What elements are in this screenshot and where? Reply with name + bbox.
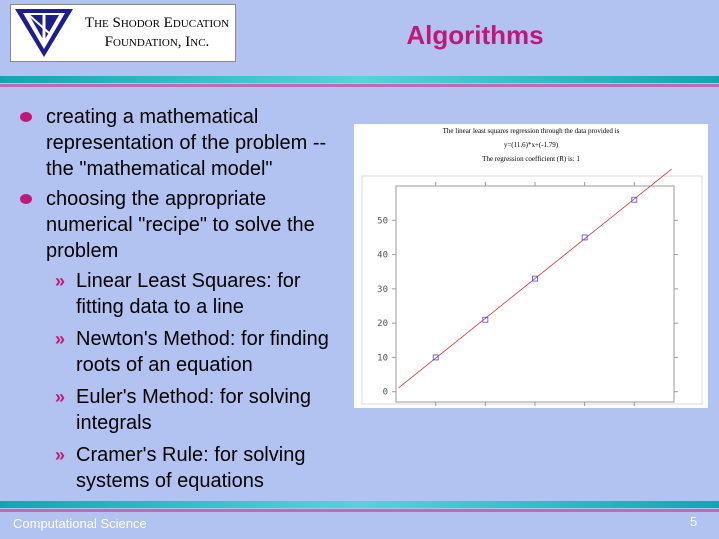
regression-line [398, 169, 671, 388]
y-tick-label: 50 [377, 216, 388, 227]
sub-bullet-text: Euler's Method: for solving integrals [76, 386, 312, 434]
y-tick-label: 10 [377, 353, 388, 364]
slide-title: Algorithms [406, 20, 544, 50]
sub-bullet-text: Linear Least Squares: for fitting data to a line [76, 270, 301, 318]
logo-text [79, 14, 235, 52]
sub-bullet-item [0, 326, 352, 378]
sub-bullet-marker-icon: » [55, 271, 66, 291]
top-divider-teal [0, 76, 719, 83]
bottom-divider-teal [0, 501, 719, 508]
y-tick-label: 0 [382, 387, 388, 398]
regression-plot-panel [354, 124, 708, 408]
y-tick-label: 20 [377, 319, 388, 330]
top-divider-magenta [0, 84, 719, 87]
bullet-item [0, 186, 352, 264]
logo-line-2: Foundation, Inc. [104, 34, 210, 50]
plot-frame [396, 186, 674, 402]
plot-outer-frame [362, 176, 702, 404]
bullet-dot-icon [20, 112, 32, 122]
footer-page-number: 5 [690, 514, 698, 529]
sub-bullet-marker-icon: » [55, 387, 66, 407]
sub-bullet-item [0, 442, 352, 494]
bullet-list [0, 104, 352, 500]
y-tick-label: 40 [377, 250, 388, 261]
y-tick-label: 30 [377, 284, 388, 295]
footer-course-title: Computational Science [13, 516, 147, 531]
bullet-text: creating a mathematical representation of the problem -- the "mathematical model" [46, 106, 327, 180]
logo-line-1: The Shodor Education [84, 15, 230, 31]
sub-bullet-item [0, 384, 352, 436]
sub-bullet-marker-icon: » [55, 445, 66, 465]
sub-bullet-text: Cramer's Rule: for solving systems of equations [76, 444, 306, 492]
sub-bullet-text: Newton's Method: for finding roots of an equation [76, 328, 329, 376]
shodor-triangle-logo-icon [13, 7, 75, 59]
sub-bullet-marker-icon: » [55, 329, 66, 349]
shodor-logo [10, 4, 236, 62]
plot-header-equation: y=(11.6)*x+(-1.79) [503, 141, 559, 149]
plot-header-coefficient: The regression coefficient (R) is: 1 [482, 155, 580, 163]
sub-bullet-item [0, 268, 352, 320]
bullet-item [0, 104, 352, 182]
bullet-dot-icon [20, 194, 32, 204]
bullet-text: choosing the appropriate numerical "recipe" to solve the problem [46, 188, 315, 262]
plot-header-line-1: The linear least squares regression through the data provided is [442, 127, 620, 135]
regression-chart [354, 124, 708, 408]
bottom-divider-magenta [0, 509, 719, 512]
